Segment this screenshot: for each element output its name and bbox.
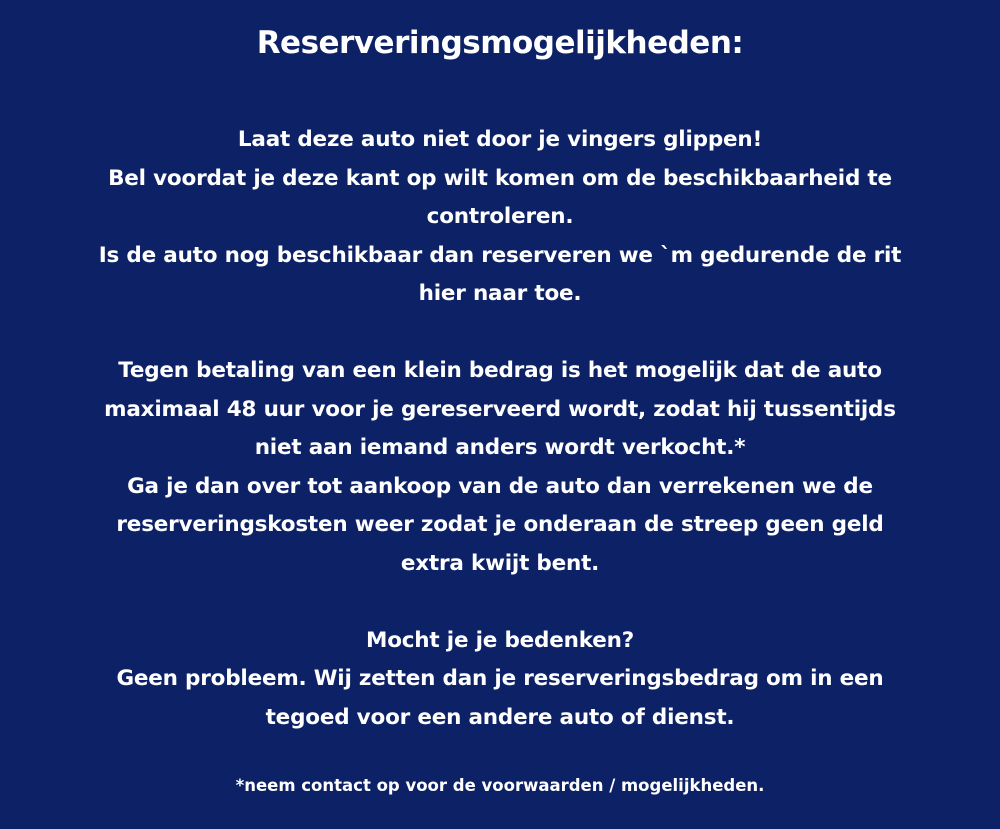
paragraph-3-line-3: tegoed voor een andere auto of dienst. [265, 704, 735, 730]
paragraph-2-line-6: extra kwijt bent. [400, 550, 600, 576]
paragraph-2-line-2: maximaal 48 uur voor je gereserveerd wordt, zodat hij tussentijds [104, 396, 896, 422]
paragraph-spacer [0, 583, 1000, 622]
paragraph-1-line-5: hier naar toe. [418, 281, 582, 306]
paragraph-spacer [0, 314, 1000, 353]
paragraph-2-line-4: Ga je dan over tot aankoop van de auto dan verrekenen we de [127, 473, 873, 499]
paragraph-2-line-5: reserveringskosten weer zodat je onderaan de streep geen geld [116, 512, 884, 537]
paragraph-3-line-1: Mocht je je bedenken? [366, 627, 634, 653]
paragraph-2-line-1: Tegen betaling van een klein bedrag is het mogelijk dat de auto [118, 358, 882, 383]
footnote: *neem contact op voor de voorwaarden / mogelijkheden. [235, 776, 765, 795]
paragraph-1-line-1: Laat deze auto niet door je vingers glippen! [237, 127, 763, 152]
reservation-body-text [0, 121, 1000, 737]
paragraph-1-line-2: Bel voordat je deze kant op wilt komen om de beschikbaarheid te [108, 165, 892, 191]
paragraph-3-line-2: Geen probleem. Wij zetten dan je reserveringsbedrag om in een [116, 666, 884, 691]
paragraph-2-line-3: niet aan iemand anders wordt verkocht.* [254, 435, 746, 460]
paragraph-1-line-3: controleren. [426, 204, 574, 229]
paragraph-1-line-4: Is de auto nog beschikbaar dan reserveren we `m gedurende de rit [98, 242, 902, 268]
page-title: Reserveringsmogelijkheden: [256, 25, 744, 61]
